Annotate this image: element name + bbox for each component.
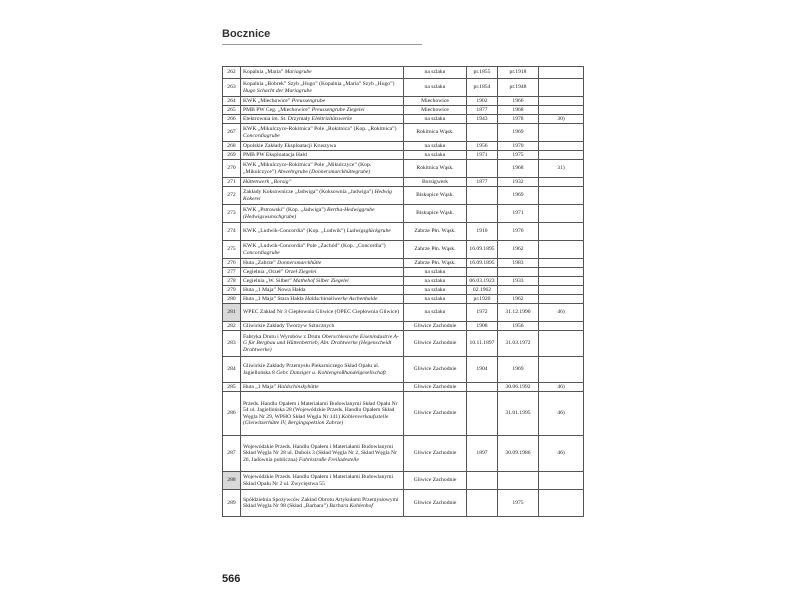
polish-name: Kopalnia „Maria” [243,69,285,76]
siding-name-cell [241,259,404,268]
polish-name: KWK „Mikulczyce-Rokitnica” Pole „Rokitnica” (Kop. „Rokitnica”) [243,126,397,133]
polish-name: Cegielnia „W. Silber” [243,277,294,284]
row-number-cell: 284 [223,357,241,383]
year-opened-cell [467,124,498,142]
polish-name: Spółdzielnia Spożywców Zakład Obrotu Artykułami Przemysłowymi Skład Węgla Nr 98 (Skład „Barbara”) [243,496,399,509]
german-name: Fahrkstraße Freiladestelle [298,456,359,463]
polish-name: Cegielnia „Orzeł” [243,268,285,275]
german-name: Orzeł Ziegelei [284,268,317,275]
table-row [223,160,584,178]
german-name: Ludwigsglückgrube [346,228,391,235]
year-closed-cell: 1969 [498,124,539,142]
year-opened-cell: pr.1855 [467,67,498,79]
siding-name-cell [241,178,404,187]
table-row [223,357,584,383]
polish-name: Gliwickie Zakłady Przemysłu Piekarniczego Skład Opału ul. Jagiellońska 8 [243,363,380,376]
year-opened-cell: 02.1962 [467,286,498,295]
german-name: Barbara Kohlenhof [329,503,373,509]
siding-name-cell [241,392,404,436]
year-opened-cell [467,187,498,205]
row-number-cell: 279 [223,286,241,295]
row-number-cell: 289 [223,490,241,517]
footnote-cell [539,187,584,205]
year-closed-cell: 1962 [498,295,539,304]
footnote-cell [539,241,584,259]
german-name: Hedwig Kokerei [243,189,392,202]
siding-name-cell [241,151,404,160]
year-closed-cell: pr.1918 [498,67,539,79]
year-closed-cell: 31.12.1990 [498,304,539,322]
polish-name: Wojewódzkie Przeds. Handlu Opałem i Materiałami Budowlanymi Skład Węgla Nr 28 ul. Dubois 3 (Skład Węgla Nr 2, Skład Węgla Nr 26, Jadownia publiczna) [243,443,397,463]
german-name: Preussengrube [291,97,326,104]
footnote-cell: 46) [539,392,584,436]
row-number-cell: 271 [223,178,241,187]
footnote-cell [539,472,584,490]
footnote-cell [539,205,584,223]
station-cell: na szlaku [404,142,467,151]
siding-name-cell [241,436,404,472]
footnote-cell [539,295,584,304]
year-opened-cell [467,392,498,436]
page-number: 566 [222,573,241,585]
station-cell: Gliwice Zachodnie [404,490,467,517]
polish-name: PMB PW Eksploatacja Hałd [243,151,307,158]
siding-name-cell [241,160,404,178]
year-closed-cell: 31.01.1995 [498,392,539,436]
row-number-cell: 264 [223,97,241,106]
polish-name: KWK „Mikulczyce-Rokitnica” Pole „Mikulczyce” (Kop. „Mikulczyce”) [243,162,372,175]
siding-name-cell [241,124,404,142]
row-number-cell: 270 [223,160,241,178]
year-opened-cell: 1902 [467,97,498,106]
siding-name-cell [241,277,404,286]
table-row [223,142,584,151]
table-row [223,115,584,124]
year-opened-cell: pr.1854 [467,79,498,97]
german-name: Haldschinskyhütte [277,383,319,390]
row-number-cell: 275 [223,241,241,259]
footnote-cell [539,277,584,286]
table-body [223,67,584,517]
footnote-cell [539,79,584,97]
table-row [223,79,584,97]
row-number-cell: 286 [223,392,241,436]
table-row [223,67,584,79]
footnote-cell [539,357,584,383]
siding-name-cell [241,286,404,295]
table-row [223,286,584,295]
station-cell: na szlaku [404,79,467,97]
siding-name-cell [241,383,404,392]
table-row [223,178,584,187]
station-cell: na szlaku [404,277,467,286]
siding-name-cell [241,106,404,115]
year-opened-cell: 1877 [467,178,498,187]
row-number-cell: 268 [223,142,241,151]
station-cell: na szlaku [404,151,467,160]
station-cell: Gliwice Zachodnie [404,383,467,392]
german-name: Elektrizitätswerke [311,115,353,122]
year-closed-cell: 1968 [498,160,539,178]
polish-name: Opolskie Zakłady Eksploatacji Kruszywa [243,142,337,149]
row-number-cell: 278 [223,277,241,286]
table-row [223,322,584,331]
row-number-cell: 285 [223,383,241,392]
year-closed-cell: 1969 [498,357,539,383]
year-closed-cell: pr.1948 [498,79,539,97]
siding-name-cell [241,97,404,106]
station-cell: Zabrze Płn. Wąsk. [404,223,467,241]
german-name: Haldschinskiwerke Aschenhalde [304,295,378,302]
table-row [223,436,584,472]
siding-name-cell [241,223,404,241]
footnote-cell [539,331,584,357]
table-row [223,331,584,357]
polish-name: PMB PW Ceg. „Miechowice” [243,106,312,113]
year-closed-cell: 31.03.1972 [498,331,539,357]
station-cell: na szlaku [404,286,467,295]
year-opened-cell: 1971 [467,151,498,160]
table-row [223,304,584,322]
year-opened-cell [467,472,498,490]
row-number-cell: 267 [223,124,241,142]
year-opened-cell [467,268,498,277]
german-name: Concordiagrube [243,249,280,256]
station-cell: Rokitnica Wąsk. [404,124,467,142]
station-cell: Miechowice [404,97,467,106]
station-cell: Rokitnica Wąsk. [404,160,467,178]
row-number-cell: 272 [223,187,241,205]
german-name: Bertha-Hedwiggrube (Hedwigswunschgrube) [243,207,375,220]
year-opened-cell: 1910 [467,223,498,241]
year-opened-cell: 1972 [467,304,498,322]
year-opened-cell: 1904 [467,357,498,383]
station-cell: Biskupice Wąsk. [404,187,467,205]
polish-name: Elektrownia im. St. Drzymały [243,115,312,122]
year-closed-cell: 1976 [498,223,539,241]
german-name: Mathehof Silber Ziegelei [293,277,349,284]
row-number-cell: 281 [223,304,241,322]
table-row [223,383,584,392]
footnote-cell [539,142,584,151]
footnote-cell: 46) [539,304,584,322]
year-closed-cell: 1966 [498,97,539,106]
table-row [223,106,584,115]
year-opened-cell: 1956 [467,142,498,151]
table-row [223,151,584,160]
siding-name-cell [241,241,404,259]
table-row [223,124,584,142]
siding-name-cell [241,322,404,331]
german-name: Hüttenwerk „Borsig” [243,178,292,185]
table-row [223,277,584,286]
section-header: Bocznice [222,28,271,40]
station-cell: Biskupice Wąsk. [404,205,467,223]
year-closed-cell: 30.09.1986 [498,436,539,472]
station-cell: Zabrze Płn. Wąsk. [404,241,467,259]
polish-name: Wojewódzkie Przeds. Handlu Opałem i Materiałami Budowlanymi Skład Opału Nr 2 ul. Zwycięstwa 55 [243,474,394,487]
station-cell: na szlaku [404,268,467,277]
station-cell: Zabrze Płn. Wąsk. [404,259,467,268]
header-rule [222,44,422,45]
footnote-cell [539,178,584,187]
polish-name: KWK „Miechowice” [243,97,292,104]
german-name: Oberschlesische Eisenindustrie A-G für Bergbau und Hüttenbetrieb, Abt. Drahtwerke (Hegenscheidt Drahtwerke) [243,333,399,353]
year-opened-cell: 16.09.1895 [467,259,498,268]
row-number-cell: 269 [223,151,241,160]
row-number-cell: 262 [223,67,241,79]
year-opened-cell: 1943 [467,115,498,124]
footnote-cell [539,124,584,142]
year-opened-cell: 16.09.1895 [467,241,498,259]
year-closed-cell: 1933 [498,277,539,286]
table-row [223,472,584,490]
year-closed-cell [498,268,539,277]
siding-name-cell [241,67,404,79]
footnote-cell: 46) [539,436,584,472]
table-row [223,205,584,223]
row-number-cell: 265 [223,106,241,115]
siding-name-cell [241,115,404,124]
station-cell: na szlaku [404,115,467,124]
year-closed-cell: 1968 [498,106,539,115]
siding-name-cell [241,472,404,490]
station-cell: Gliwice Zachodnie [404,322,467,331]
station-cell: Gliwice Zachodnie [404,436,467,472]
station-cell: Miechowice [404,106,467,115]
siding-name-cell [241,268,404,277]
table-row [223,259,584,268]
year-closed-cell: 1975 [498,151,539,160]
table-row [223,241,584,259]
row-number-cell: 282 [223,322,241,331]
row-number-cell: 283 [223,331,241,357]
year-closed-cell: 1962 [498,241,539,259]
siding-name-cell [241,490,404,517]
footnote-cell [539,268,584,277]
polish-name: KWK „Ludwik-Concordia” Pole „Zachód” (Kop. „Concordia”) [243,243,386,250]
year-closed-cell: 1978 [498,115,539,124]
station-cell: na szlaku [404,295,467,304]
polish-name: Gliwickie Zakłady Tworzyw Sztucznych [243,322,335,329]
footnote-cell [539,97,584,106]
footnote-cell: 46) [539,383,584,392]
year-opened-cell: 1908 [467,322,498,331]
siding-name-cell [241,142,404,151]
footnote-cell [539,151,584,160]
polish-name: Zakłady Koksownicze „Jadwiga” (Koksownia „Jadwiga”) [243,189,375,196]
year-closed-cell: 1970 [498,142,539,151]
footnote-cell [539,259,584,268]
polish-name: KWK „Ludwik-Concordia” (Kop. „Ludwik”) [243,228,347,235]
row-number-cell: 263 [223,79,241,97]
german-name: Donnersmarckhütte [277,259,322,266]
year-opened-cell [467,490,498,517]
year-opened-cell: 1897 [467,436,498,472]
polish-name: WPEC Zakład Nr 3 Ciepłownia Gliwice (OPEC Ciepłownia Gliwice) [243,309,399,316]
german-name: Kohlenverkaufsstelle (Gleiwitzerhütte IV, Bergingspektion Zabrze) [243,413,389,426]
table-row [223,490,584,517]
row-number-cell: 273 [223,205,241,223]
year-closed-cell: 1971 [498,205,539,223]
polish-name: Fabryka Drutu i Wyrobów z Drutu [243,333,322,340]
footnote-cell [539,322,584,331]
year-closed-cell [498,286,539,295]
footnote-cell: 30) [539,115,584,124]
footnote-cell [539,106,584,115]
year-opened-cell: 10.11.1897 [467,331,498,357]
row-number-cell: 276 [223,259,241,268]
year-closed-cell: 1932 [498,178,539,187]
station-cell: Gliwice Zachodnie [404,331,467,357]
row-number-cell: 266 [223,115,241,124]
station-cell: Gliwice Zachodnie [404,472,467,490]
year-opened-cell [467,205,498,223]
year-opened-cell: 1877 [467,106,498,115]
year-opened-cell [467,383,498,392]
year-opened-cell [467,160,498,178]
polish-name: Przeds. Handlu Opałem i Materiałami Budowlanymi Skład Opału Nr 54 ul. Jagiellońska 28 (Wojewódzkie Przeds. Handlu Opałem Skład Węgla Nr 29, WPHO Skład Węgla Nr 141) [243,400,398,420]
table-row [223,268,584,277]
german-name: Gebr. Danziger u. Kohlengroßhandelgesellschaft [276,369,386,376]
year-closed-cell: 30.06.1992 [498,383,539,392]
row-number-cell: 287 [223,436,241,472]
row-number-cell: 277 [223,268,241,277]
table-row [223,187,584,205]
year-closed-cell: 1956 [498,322,539,331]
siding-name-cell [241,295,404,304]
footnote-cell [539,67,584,79]
polish-name: Huta „1 Maja” Stara Hałda [243,295,305,302]
row-number-cell: 280 [223,295,241,304]
station-cell: na szlaku [404,67,467,79]
row-number-cell: 288 [223,472,241,490]
siding-name-cell [241,205,404,223]
siding-name-cell [241,79,404,97]
row-number-cell: 274 [223,223,241,241]
station-cell: na szlaku [404,304,467,322]
table-row [223,295,584,304]
siding-name-cell [241,304,404,322]
siding-name-cell [241,187,404,205]
german-name: Abwehrgrube (Donnersmarckhüttegrube) [277,168,371,175]
year-closed-cell: 1969 [498,187,539,205]
footnote-cell: 31) [539,160,584,178]
footnote-cell [539,490,584,517]
station-cell: Gliwice Zachodnie [404,392,467,436]
table-row [223,223,584,241]
table-row [223,392,584,436]
siding-name-cell [241,357,404,383]
polish-name: Huta „1 Maja” [243,383,278,390]
year-opened-cell: 06.03.1923 [467,277,498,286]
year-closed-cell [498,472,539,490]
german-name: Preussengrube Ziegelei [311,106,365,113]
station-cell: Gliwice Zachodnie [404,357,467,383]
german-name: Concordiagrube [243,132,280,139]
polish-name: Huta „Zabrze” [243,259,278,266]
footnote-cell [539,286,584,295]
polish-name: Kopalnia „Bobrek” Szyb „Hugo” (Kopalnia „Maria” Szyb „Hugo”) [243,81,395,88]
siding-register-table [222,66,584,517]
station-cell: Borsigwerk [404,178,467,187]
german-name: Mariagrube [284,69,312,76]
german-name: Hugo Schacht der Mariagrube [243,87,312,94]
polish-name: Huta „1 Maja” Nowa Hałda [243,286,306,293]
year-opened-cell: pr.1920 [467,295,498,304]
polish-name: KWK „Pstrowski” (Kop. „Jadwiga”) [243,207,328,214]
siding-name-cell [241,331,404,357]
year-closed-cell: 1975 [498,490,539,517]
footnote-cell [539,223,584,241]
table-row [223,97,584,106]
year-closed-cell: 1983 [498,259,539,268]
